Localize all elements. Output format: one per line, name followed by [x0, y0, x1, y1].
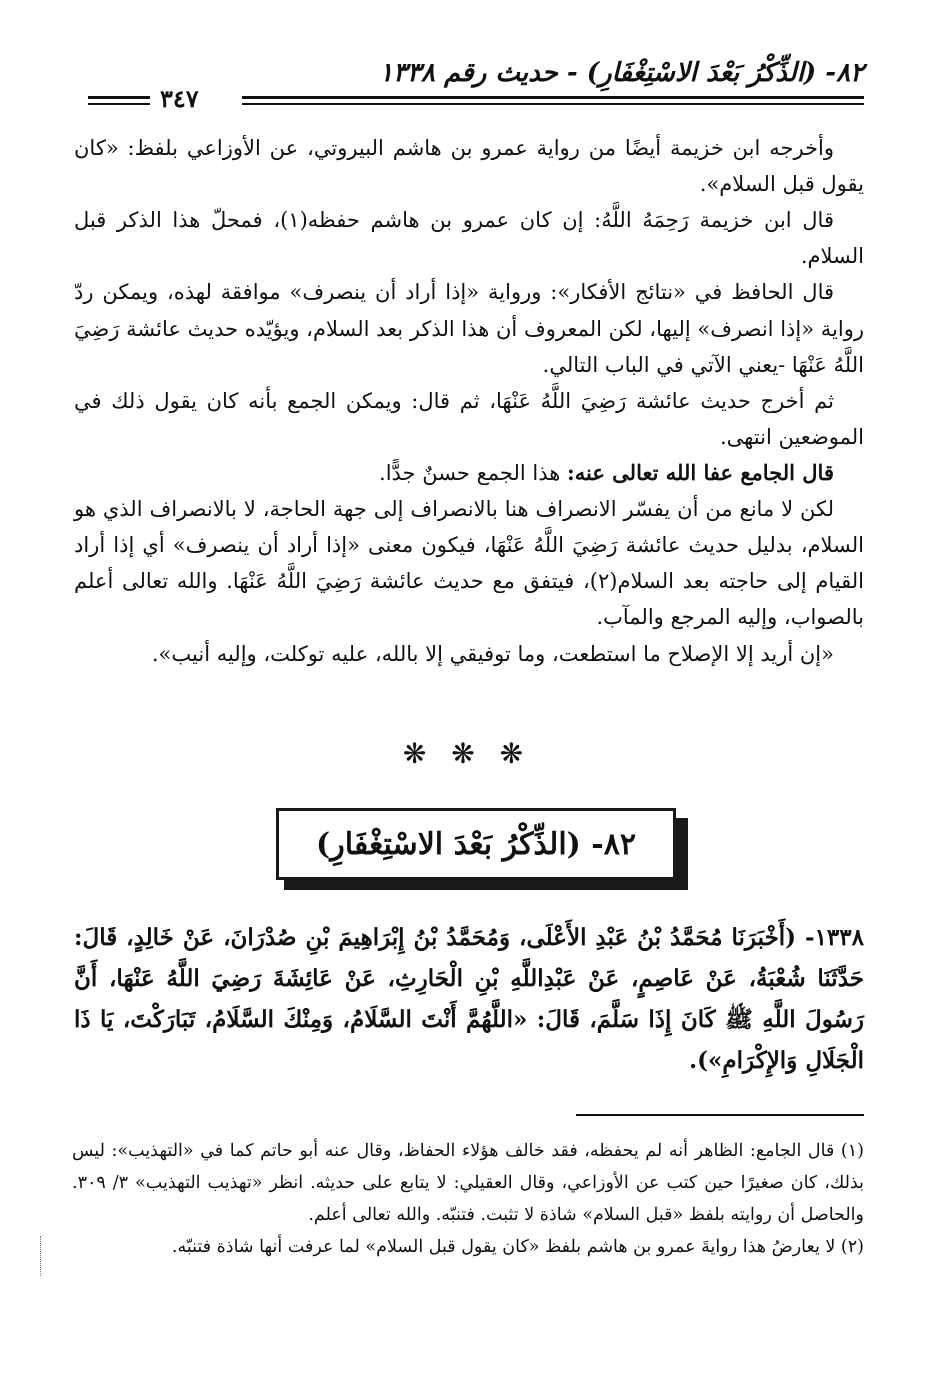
section-separator: ❋ ❋ ❋: [402, 737, 532, 770]
chapter-title-box: [276, 808, 676, 880]
paragraph: ثم أخرج حديث عائشة رَضِيَ اللَّهُ عَنْهَا، ثم قال: ويمكن الجمع بأنه كان يقول ذلك في الموضعين انتهى.: [74, 388, 864, 449]
footnote-divider: [576, 1114, 864, 1116]
footnote-1: (١) قال الجامع: الظاهر أنه لم يحفظه، فقد خالف هؤلاء الحفاظ، وقال عنه أبو حاتم كما في «التهذيب»: ليس بذلك، كان صغيرًا حين كتب عن الأوزاعي، وقال العقيلي: لا يتابع على حديثه. انظر «تهذيب التهذيب» ٣/ ٣٠٩. والحاصل أن روايته بلفظ «قبل السلام» شاذة لا تثبت. فتنبّه. والله تعالى أعلم.: [72, 1141, 865, 1225]
author-note-text: هذا الجمع حسنٌ جدًّا.: [379, 460, 567, 485]
main-text: [74, 130, 864, 672]
hadith-paragraph: ١٣٣٨- (أَخْبَرَنَا مُحَمَّدُ بْنُ عَبْدِ الأَعْلَى، وَمُحَمَّدُ بْنُ إِبْرَاهِيمَ بْنِ صُدْرَانَ، عَنْ خَالِدٍ، قَالَ: حَدَّثَنَا شُعْبَةُ، عَنْ عَاصِمٍ، عَنْ عَبْدِاللَّهِ بْنِ الْحَارِثِ، عَنْ عَائِشَةَ رَضِيَ اللَّهُ عَنْهَا، أَنَّ رَسُولَ اللَّهِ ﷺ كَانَ إِذَا سَلَّمَ، قَالَ: «اللَّهُمَّ أَنْتَ السَّلَامُ، وَمِنْكَ السَّلَامُ، تَبَارَكْتَ، يَا ذَا الْجَلَالِ وَالإِكْرَامِ»).: [74, 924, 864, 1074]
margin-mark: [40, 1236, 42, 1276]
footnotes: [72, 1136, 864, 1263]
paragraph: [74, 455, 864, 491]
chapter-title: ٨٢- (الذِّكْرُ بَعْدَ الاسْتِغْفَارِ): [316, 826, 636, 862]
paragraph: وأخرجه ابن خزيمة أيضًا من رواية عمرو بن هاشم البيروتي، عن الأوزاعي بلفظ: «كان يقول قبل السلام».: [74, 136, 864, 197]
running-head: ٨٢- (الذِّكْرُ بَعْدَ الاسْتِغْفَارِ) - حديث رقم ١٣٣٨: [379, 58, 864, 88]
paragraph: لكن لا مانع من أن يفسّر الانصراف هنا بالانصراف إلى جهة الحاجة، لا بالانصراف الذي هو السلام، بدليل حديث عائشة رَضِيَ اللَّهُ عَنْهَا، فيكون معنى «إذا أراد أن ينصرف» أي إذا أراد القيام إلى حاجته بعد السلام(٢)، فيتفق مع حديث عائشة رَضِيَ اللَّهُ عَنْهَا. والله تعالى أعلم بالصواب، وإليه المرجع والمآب.: [74, 497, 864, 630]
paragraph: قال ابن خزيمة رَحِمَهُ اللَّهُ: إن كان عمرو بن هاشم حفظه(١)، فمحلّ هذا الذكر قبل السلام.: [74, 208, 864, 269]
page-number: ٣٤٧: [160, 84, 199, 113]
footnote-2: (٢) لا يعارضُ هذا روايةَ عمرو بن هاشم بلفظ «كان يقول قبل السلام» لما عرفت أنها شاذة فتنبّه.: [171, 1236, 864, 1257]
paragraph: «إن أريد إلا الإصلاح ما استطعت، وما توفيقي إلا بالله، عليه توكلت، وإليه أنيب».: [151, 641, 834, 666]
header-rule: [242, 96, 864, 105]
hadith-text: [74, 918, 864, 1082]
paragraph: قال الحافظ في «نتائج الأفكار»: ورواية «إذا أراد أن ينصرف» موافقة لهذه، ويمكن ردّ رواية «إذا انصرف» إليها، لكن المعروف أن هذا الذكر بعد السلام، ويؤيّده حديث عائشة رَضِيَ اللَّهُ عَنْهَا -يعني الآتي في الباب التالي.: [74, 280, 864, 377]
page-number-rule: [88, 96, 150, 105]
author-note-lead: قال الجامع عفا الله تعالى عنه:: [566, 459, 834, 485]
